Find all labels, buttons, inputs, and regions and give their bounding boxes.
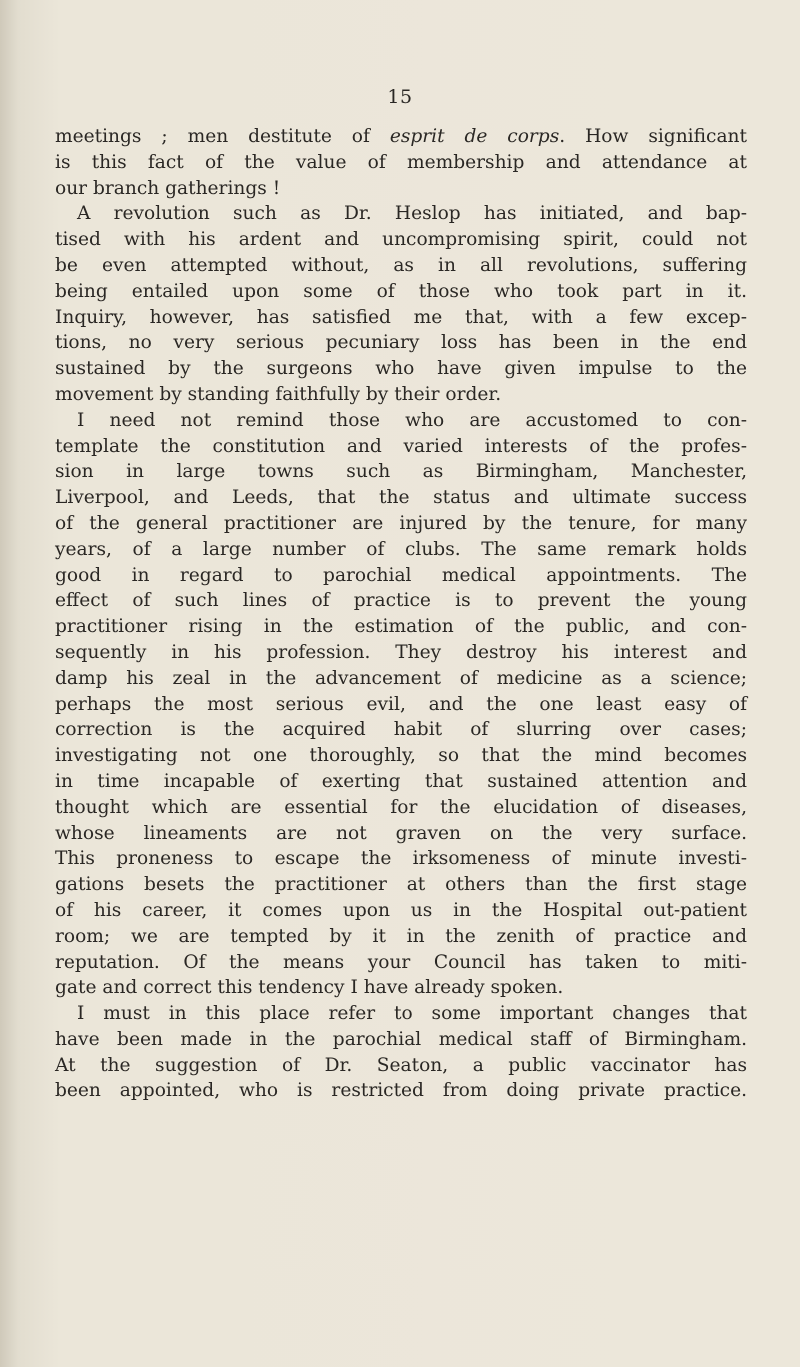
italic-phrase: esprit de corps [389,126,560,147]
text-line: be even attempted without, as in all revolutions, suffering [55,254,747,276]
text-line: correction is the acquired habit of slurring over cases; [55,719,747,741]
text-line: being entailed upon some of those who took part in it. [55,280,747,302]
text-line: effect of such lines of practice is to prevent the young [55,590,747,612]
text-line: reputation. Of the means your Council has taken to miti- [55,951,747,973]
text-line: gate and correct this tendency I have already spoken. [55,977,564,999]
text-line: I need not remind those who are accustomed to con- [77,409,747,431]
text-line: thought which are essential for the elucidation of diseases, [55,796,747,818]
text-line: A revolution such as Dr. Heslop has initiated, and bap- [77,203,747,225]
text-line: in time incapable of exerting that sustained attention and [55,770,747,792]
text-line: our branch gatherings ! [55,177,281,199]
text-line: damp his zeal in the advancement of medicine as a science; [55,667,747,689]
text-line: room; we are tempted by it in the zenith of practice and [55,925,747,947]
text-line: meetings ; men destitute of esprit de corps. How significant [55,126,747,147]
text-line: Liverpool, and Leeds, that the status and ultimate success [55,487,747,509]
text-line: been appointed, who is restricted from doing private practice. [55,1080,747,1102]
text-line: sion in large towns such as Birmingham, Manchester, [55,461,747,483]
text-line: This proneness to escape the irksomeness of minute investi- [55,848,747,870]
text-line: gations besets the practitioner at others than the first stage [55,874,747,896]
text-line: tised with his ardent and uncompromising spirit, could not [55,229,747,251]
text-line: Inquiry, however, has satisfied me that, with a few excep- [55,306,747,328]
text-line: good in regard to parochial medical appointments. The [55,564,747,586]
text-line: years, of a large number of clubs. The same remark holds [55,538,747,560]
text-line: sequently in his profession. They destroy his interest and [55,641,747,663]
text-line: I must in this place refer to some important changes that [77,1003,747,1025]
text-line: investigating not one thoroughly, so that the mind becomes [55,745,747,767]
text-line: have been made in the parochial medical staff of Birmingham. [55,1028,747,1050]
body-text [55,124,747,1104]
text-line: movement by standing faithfully by their order. [55,383,502,405]
text-line: tions, no very serious pecuniary loss has been in the end [55,332,747,354]
text-line: whose lineaments are not graven on the very surface. [55,822,747,844]
page-number: 15 [387,86,413,108]
text-line: At the suggestion of Dr. Seaton, a public vaccinator has [55,1054,747,1076]
text-line: practitioner rising in the estimation of the public, and con- [55,616,747,638]
text-line: is this fact of the value of membership and attendance at [55,151,747,173]
text-line: template the constitution and varied interests of the profes- [55,435,747,457]
text-line: perhaps the most serious evil, and the one least easy of [55,693,747,715]
text-line: of his career, it comes upon us in the Hospital out-patient [55,899,747,921]
text-line: of the general practitioner are injured by the tenure, for many [55,512,747,534]
text-line: sustained by the surgeons who have given impulse to the [55,358,747,380]
